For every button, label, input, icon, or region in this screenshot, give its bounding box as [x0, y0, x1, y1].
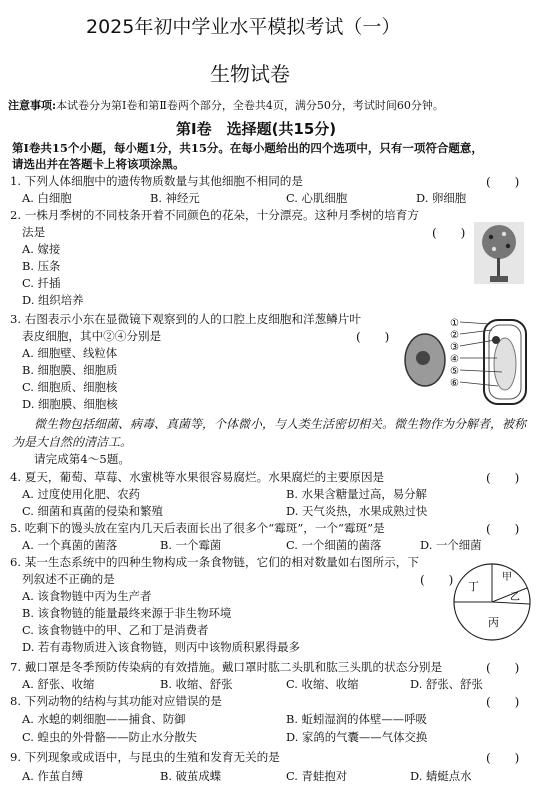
q6-option-b: B. 该食物链的能量最终来源于非生物环境 — [22, 606, 232, 620]
q2-option-a: A. 嫁接 — [22, 242, 61, 256]
q1-bracket: ( ) — [486, 175, 520, 189]
q4-stem: 4. 夏天，葡萄、草莓、水蜜桃等水果很容易腐烂。水果腐烂的主要原因是 — [10, 470, 385, 484]
q3-option-b: B. 细胞膜、细胞质 — [22, 363, 118, 377]
q5-option-c: C. 一个细菌的菌落 — [286, 538, 382, 552]
q4-option-b: B. 水果含糖量过高，易分解 — [286, 487, 427, 501]
rose-flower-4 — [492, 247, 496, 251]
q4-option-a: A. 过度使用化肥、农药 — [22, 487, 140, 501]
cell-label-6: ⑥ — [450, 378, 459, 389]
q6-option-a: A. 该食物链中丙为生产者 — [22, 589, 152, 603]
q4-option-d: D. 天气炎热，水果成熟过快 — [286, 504, 428, 518]
q9-bracket: ( ) — [486, 751, 520, 765]
q9-option-c: C. 青蛙抱对 — [286, 769, 348, 783]
q7-option-b: B. 收缩、舒张 — [160, 677, 233, 691]
q8-option-a: A. 水螅的刺细胞——捕食、防御 — [22, 712, 186, 726]
rose-tree-pot — [490, 276, 508, 282]
q2-bracket: ( ) — [432, 226, 466, 240]
q1-option-c: C. 心肌细胞 — [286, 191, 348, 205]
exam-title: 2025年初中学业水平模拟考试（一） — [86, 16, 401, 38]
rose-flower-3 — [506, 244, 510, 248]
rose-flower-1 — [489, 235, 493, 239]
label-line-1 — [460, 322, 490, 324]
cell-label-1: ① — [450, 318, 459, 329]
q2-option-d: D. 组织培养 — [22, 293, 84, 307]
q2-option-c: C. 扦插 — [22, 276, 61, 290]
q5-stem: 5. 吃剩下的馒头放在室内几天后表面长出了很多个“霉斑”，一个“霉斑”是 — [10, 521, 385, 535]
q8-option-d: D. 家鸽的气囊——气体交换 — [286, 730, 428, 744]
q2-stem-line-2: 法是 — [22, 225, 46, 239]
q8-stem: 8. 下列动物的结构与其功能对应错误的是 — [10, 694, 222, 708]
q5-bracket: ( ) — [486, 522, 520, 536]
q9-option-b: B. 破茧成蝶 — [160, 769, 222, 783]
q3-stem-line-1: 3. 右图表示小东在显微镜下观察到的人的口腔上皮细胞和洋葱鳞片叶 — [10, 312, 361, 326]
q3-stem-line-2: 表皮细胞，其中②④分别是 — [22, 329, 162, 343]
q5-option-d: D. 一个细菌 — [420, 538, 482, 552]
q5-option-b: B. 一个霉菌 — [160, 538, 222, 552]
cell-label-4: ④ — [450, 354, 459, 365]
q1-option-d: D. 卵细胞 — [416, 191, 467, 205]
q7-option-a: A. 舒张、收缩 — [22, 677, 95, 691]
section-instruction-2: 请选出并在答题卡上将该项涂黑。 — [12, 157, 185, 171]
q7-option-c: C. 收缩、收缩 — [286, 677, 359, 691]
rose-tree-crown — [482, 225, 516, 259]
q2-stem-line-1: 2. 一株月季树的不同枝条开着不同颜色的花朵，十分漂亮。这种月季树的培育方 — [10, 208, 419, 222]
onion-cell-vacuole — [494, 338, 516, 390]
q7-bracket: ( ) — [486, 661, 520, 675]
q6-option-c: C. 该食物链中的甲、乙和丁是消费者 — [22, 623, 209, 637]
notice — [8, 100, 444, 111]
q4-bracket: ( ) — [486, 471, 520, 485]
cells-figure — [402, 312, 534, 412]
pie-label-yi: 乙 — [510, 592, 520, 603]
q1-option-b: B. 神经元 — [150, 191, 200, 205]
section-title: 第Ⅰ卷 选择题(共15分) — [176, 120, 337, 138]
q3-option-d: D. 细胞膜、细胞核 — [22, 397, 118, 411]
section-instruction-1: 第Ⅰ卷共15个小题，每小题1分，共15分。在每小题给出的四个选项中，只有一项符合题意， — [12, 141, 483, 155]
cell-label-5: ⑤ — [450, 366, 459, 377]
q6-option-d: D. 若有毒物质进入该食物链，则丙中该物质积累得最多 — [22, 640, 300, 654]
rose-tree-trunk — [497, 258, 500, 278]
q1-option-a: A. 白细胞 — [22, 191, 72, 205]
q6-stem-line-2: 列叙述不正确的是 — [22, 572, 115, 586]
pie-label-jia: 甲 — [502, 572, 512, 583]
passage-line-2: 为是大自然的清洁工。 — [12, 435, 133, 449]
pie-label-bing: 丙 — [488, 616, 499, 629]
notice-text: 本试卷分为第Ⅰ卷和第Ⅱ卷两个部分，全卷共4页，满分50分，考试时间60分钟。 — [56, 99, 444, 112]
q1-stem: 1. 下列人体细胞中的遗传物质数量与其他细胞不相同的是 — [10, 174, 303, 188]
rose-flower-2 — [502, 232, 506, 236]
cheek-cell-nucleus — [416, 351, 430, 365]
rose-tree-figure — [474, 222, 524, 284]
passage-line-1: 微生物包括细菌、病毒、真菌等，个体微小，与人类生活密切相关。微生物作为分解者，被称 — [34, 417, 527, 431]
q8-bracket: ( ) — [486, 695, 520, 709]
q2-option-b: B. 压条 — [22, 259, 61, 273]
q3-bracket: ( ) — [356, 330, 390, 344]
q3-option-a: A. 细胞壁、线粒体 — [22, 346, 118, 360]
q9-option-a: A. 作茧自缚 — [22, 769, 84, 783]
q3-option-c: C. 细胞质、细胞核 — [22, 380, 118, 394]
notice-label: 注意事项: — [8, 99, 57, 112]
q8-option-c: C. 蝗虫的外骨骼——防止水分散失 — [22, 730, 198, 744]
q6-bracket: ( ) — [420, 573, 454, 587]
q7-stem: 7. 戴口罩是冬季预防传染病的有效措施。戴口罩时肱二头肌和肱三头肌的状态分别是 — [10, 660, 443, 674]
pie-label-ding: 丁 — [468, 580, 479, 593]
q5-option-a: A. 一个真菌的菌落 — [22, 538, 118, 552]
cell-label-2: ② — [450, 330, 459, 341]
q9-stem: 9. 下列现象或成语中，与昆虫的生殖和发育无关的是 — [10, 750, 280, 764]
q7-option-d: D. 舒张、舒张 — [410, 677, 483, 691]
q6-stem-line-1: 6. 某一生态系统中的四种生物构成一条食物链，它们的相对数量如右图所示，下 — [10, 555, 419, 569]
q8-option-b: B. 蚯蚓湿润的体壁——呼吸 — [286, 712, 427, 726]
cell-label-3: ③ — [450, 342, 459, 353]
subject-title: 生物试卷 — [210, 62, 290, 86]
passage-line-3: 请完成第4～5题。 — [34, 452, 130, 466]
food-chain-pie-figure — [450, 560, 534, 644]
q4-option-c: C. 细菌和真菌的侵染和繁殖 — [22, 504, 163, 518]
q9-option-d: D. 蜻蜓点水 — [410, 769, 472, 783]
